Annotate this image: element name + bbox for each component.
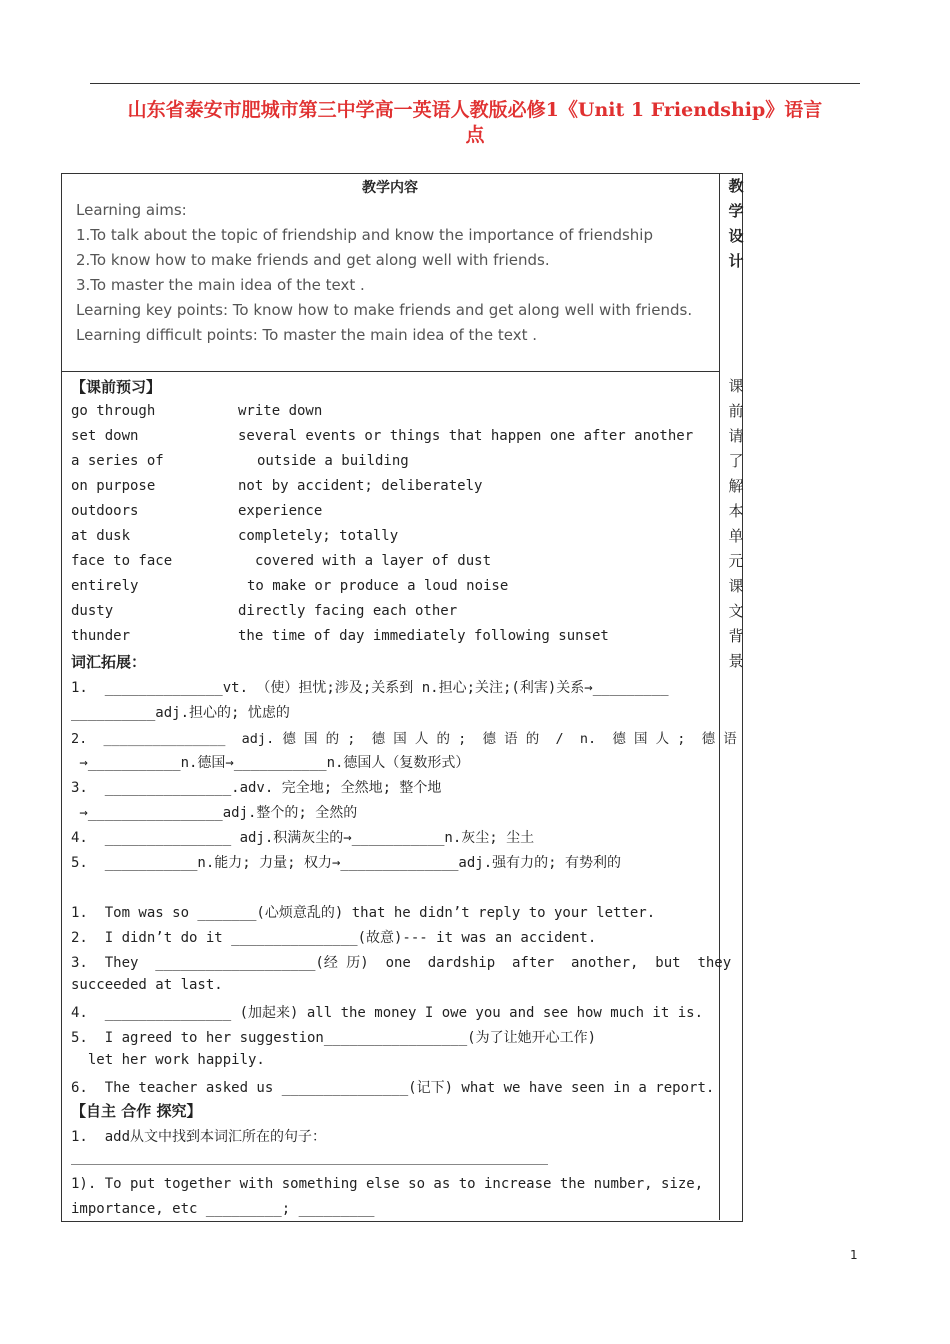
expand-line: →________________adj.整个的; 全然的: [71, 805, 358, 821]
sentence-line: let her work happily.: [71, 1052, 265, 1068]
explore-line: 1. add从文中找到本词汇所在的句子：: [71, 1129, 327, 1145]
vocab-term: on purpose: [71, 478, 156, 494]
expand-section-title: 词汇拓展：: [71, 653, 147, 671]
vocab-definition: to make or produce a loud noise: [247, 578, 509, 594]
expand-line: 5. ___________n.能力; 力量; 权力→______________adj.强有力的; 有势利的: [71, 855, 622, 871]
vocab-term: dusty: [71, 603, 114, 619]
document-title: [80, 98, 870, 148]
vocab-term: face to face: [71, 553, 173, 569]
vocab-term: entirely: [71, 578, 139, 594]
vocab-term: go through: [71, 403, 156, 419]
vocab-definition: covered with a layer of dust: [255, 553, 492, 569]
expand-line: 1. ______________vt. （使）担忧;涉及;关系到 n.担心;关注;(利害)关系→_________: [71, 680, 669, 696]
table-row-divider: [61, 371, 719, 372]
explore-section-title: 【自主 合作 探究】: [71, 1102, 202, 1120]
explore-definition: 1). To put together with something else so as to increase the number, size,: [71, 1176, 704, 1192]
explore-definition: importance, etc _________; _________: [71, 1201, 375, 1217]
table-column-divider: [719, 173, 720, 1220]
sentence-line: succeeded at last.: [71, 977, 223, 993]
expand-line: __________adj.担心的; 忧虑的: [71, 705, 290, 721]
vocab-definition: write down: [238, 403, 323, 419]
learning-aims: Learning aims: 1.To talk about the topic of friendship and know the importance of friendship 2.To know how to make friends and get along well with friends. 3.To master the main idea of the text . Learning key points: To know how to make friends and get along well with friends. Learning difficult points: To master the main idea of the text .: [76, 201, 693, 344]
sentence-line: 1. Tom was so _______(心烦意乱的) that he didn’t reply to your letter.: [71, 905, 656, 921]
vocab-definition: outside a building: [257, 453, 409, 469]
title-line-1: 山东省泰安市肥城市第三中学高一英语人教版必修1《Unit 1 Friendship》语言: [127, 99, 823, 121]
vocab-term: at dusk: [71, 528, 131, 544]
vocab-definition: not by accident; deliberately: [238, 478, 483, 494]
preview-section-title: 【课前预习】: [71, 378, 162, 396]
vocab-term: thunder: [71, 628, 131, 644]
page-number: 1: [850, 1248, 858, 1262]
expand-line: →___________n.德国→___________n.德国人（复数形式）: [71, 755, 470, 771]
sentence-line: 6. The teacher asked us _______________(记下) what we have seen in a report.: [71, 1080, 715, 1096]
answer-rule: [71, 1164, 548, 1165]
side-column-bottom: 课 前 请 了 解 本 单 元 课 文 背 景: [728, 377, 744, 670]
expand-line: 3. _______________.adv. 完全地; 全然地; 整个地: [71, 780, 442, 796]
vocab-definition: directly facing each other: [238, 603, 458, 619]
vocab-definition: experience: [238, 503, 323, 519]
vocab-definition: completely; totally: [238, 528, 399, 544]
sentence-line: 2. I didn’t do it _______________(故意)--- it was an accident.: [71, 930, 597, 946]
sentence-line: 4. _______________ (加起来) all the money I owe you and see how much it is.: [71, 1005, 704, 1021]
vocab-term: outdoors: [71, 503, 139, 519]
vocab-term: a series of: [71, 453, 164, 469]
title-line-2: 点: [465, 124, 485, 146]
column-header: 教学内容: [362, 180, 418, 196]
vocab-definition: several events or things that happen one after another: [238, 428, 694, 444]
side-column-top: 教 学 设 计: [728, 177, 744, 270]
sentence-line: 5. I agreed to her suggestion_________________(为了让她开心工作): [71, 1030, 597, 1046]
vocab-definition: the time of day immediately following sunset: [238, 628, 609, 644]
top-rule: [90, 83, 860, 84]
expand-line: 2. _______________ adj. 德 国 的 ; 德 国 人 的 ; 德 语 的 / n. 德 国 人 ; 德 语: [71, 731, 737, 747]
vocab-term: set down: [71, 428, 139, 444]
sentence-line: 3. They ___________________(经 历) one dardship after another, but they: [71, 955, 732, 971]
expand-line: 4. _______________ adj.积满灰尘的→___________n.灰尘; 尘土: [71, 830, 535, 846]
